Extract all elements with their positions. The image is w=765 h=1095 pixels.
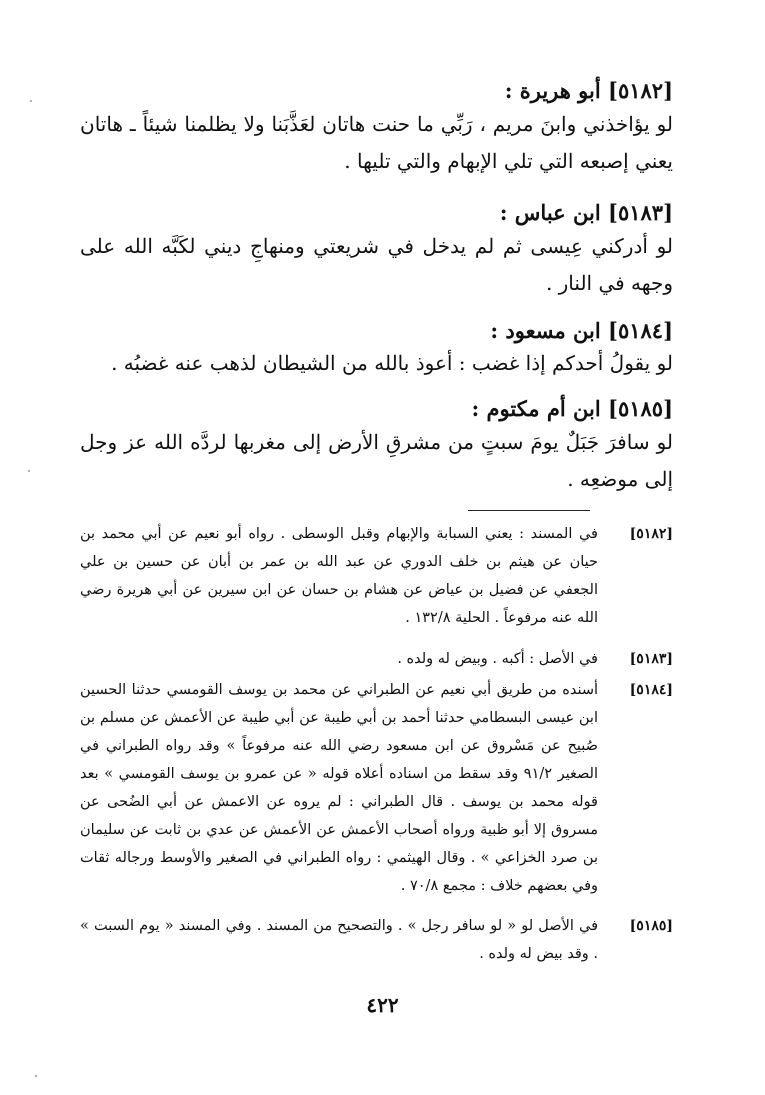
footnote-number: [٥١٨٥]	[629, 918, 673, 934]
entry-number: [٥١٨٣]	[608, 200, 673, 225]
entry-text: لو أدركني عِيسى ثم لم يدخل في شريعتي ومنهاجِ ديني لكَبَّه الله على وجهه في النار .	[80, 234, 673, 295]
entry-number: [٥١٨٢]	[608, 78, 673, 103]
entry-heading	[80, 76, 673, 106]
footnote-number: [٥١٨٣]	[629, 651, 673, 667]
footnote-separator	[468, 510, 590, 511]
footnote-text: في المسند : يعني السبابة والإبهام وقبل الوسطى . رواه أبو نعيم عن أبي محمد بن حيان عن هيثم بن خلف الدوري عن عبد الله بن عمر بن أبان عن حسين بن علي الجعفي عن فضيل بن عياض عن هشام بن حسان عن ابن سيرين عن أبي هريرة رضي الله عنه مرفوعاً . الحلية ١٣٢/٨ .	[80, 526, 598, 626]
scan-speck	[28, 470, 30, 472]
entry-number: [٥١٨٥]	[608, 396, 673, 421]
footnote	[80, 676, 673, 900]
entry-narrator: ابن عباس :	[499, 200, 601, 225]
page-number: ٤٢٢	[366, 993, 399, 1017]
entry-heading	[80, 198, 673, 228]
footnote	[80, 645, 673, 673]
entry-heading	[80, 394, 673, 424]
scan-speck	[30, 100, 32, 102]
scan-speck	[35, 1075, 37, 1077]
footnote-text: في الأصل : أكبه . وبيض له ولده .	[397, 651, 598, 667]
entry-text: لو يقولُ أحدكم إذا غضب : أعوذ بالله من الشيطان لذهب عنه غضبُه .	[111, 351, 673, 375]
footnote-number: [٥١٨٢]	[629, 526, 673, 542]
entry-number: [٥١٨٤]	[608, 318, 673, 343]
footnote	[80, 912, 673, 968]
footnote-number: [٥١٨٤]	[629, 682, 673, 698]
entry-text: لو سافرَ جَبَلٌ يومَ سبتٍ من مشرقِ الأرض إلى مغربها لردَّه الله عز وجل إلى موضعِه .	[80, 430, 673, 491]
footnote	[80, 520, 673, 632]
entry-heading	[80, 316, 673, 346]
entry-narrator: ابن أم مكتوم :	[471, 396, 601, 421]
entry-narrator: ابن مسعود :	[490, 318, 601, 343]
entry-narrator: أبو هريرة :	[504, 78, 601, 103]
footnote-text: أسنده من طريق أبي نعيم عن الطبراني عن محمد بن يوسف القومسي حدثنا الحسين ابن عيسى البسطامي حدثنا أحمد بن أبي طيبة عن أبي طيبة عن الأعمش عن مسلم بن صُبيح عن مَسْروق عن ابن مسعود رضي الله عنه مرفوعاً » وقد رواه الطبراني في الصغير ٩١/٢ وقد سقط من اسناده أعلاه قوله « عن عمرو بن يوسف القومسي » بعد قوله محمد بن يوسف . قال الطبراني : لم يروه عن الاعمش عن أبي الضُحى عن مسروق إلا أبو ظبية ورواه أصحاب الأعمش عن الأعمش عن عدي بن ثابت عن سليمان بن صرد الخزاعي » . وقال الهيثمي : رواه الطبراني في الصغير والأوسط ورجاله ثقات وفي بعضهم خلاف : مجمع ٧٠/٨ .	[80, 682, 598, 894]
footnote-text: في الأصل لو « لو سافر رجل » . والتصحيح من المسند . وفي المسند « يوم السبت » . وقد بيض له ولده .	[80, 918, 598, 962]
entry-text: لو يؤاخذني وابنَ مريم ، رَبِّي ما حنت هاتان لعَذَّبَنا ولا يظلمنا شيئاً ـ هاتان يعني إصبعه التي تلي الإبهام والتي تليها .	[80, 112, 673, 173]
